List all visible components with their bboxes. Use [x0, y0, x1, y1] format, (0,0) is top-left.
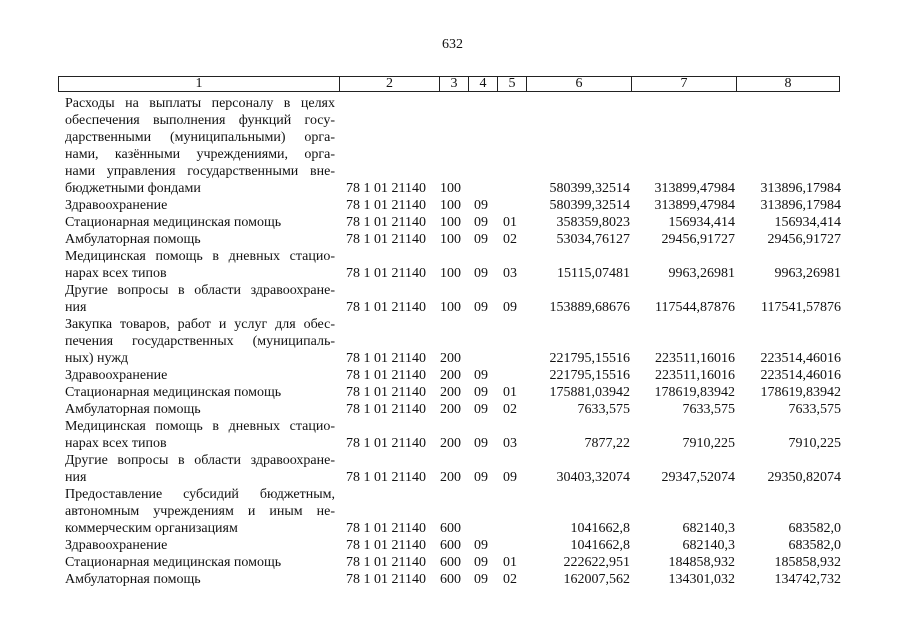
- row-description-line: бюджетными фондами: [65, 181, 201, 196]
- row-value-col8: 156934,414: [774, 215, 841, 230]
- row-section: 09: [474, 198, 488, 213]
- row-value-col8: 7910,225: [788, 436, 841, 451]
- row-value-col7: 223511,16016: [655, 368, 735, 383]
- row-code: 78 1 01 21140: [346, 181, 426, 196]
- row-code: 78 1 01 21140: [346, 555, 426, 570]
- table-row: [0, 299, 905, 316]
- row-description-line: Амбулаторная помощь: [65, 572, 201, 587]
- table-row: [0, 469, 905, 486]
- row-subsection: 01: [503, 555, 517, 570]
- header-col-8: 8: [736, 77, 839, 91]
- row-value-col6: 1041662,8: [570, 521, 630, 536]
- table-row: [0, 197, 905, 214]
- row-section: 09: [474, 215, 488, 230]
- table-row: [0, 384, 905, 401]
- row-description-line: нарах всех типов: [65, 436, 167, 451]
- table-row: [0, 214, 905, 231]
- row-value-col6: 15115,07481: [557, 266, 630, 281]
- row-description-line: ния: [65, 470, 87, 485]
- row-code: 78 1 01 21140: [346, 521, 426, 536]
- row-expense-type: 200: [440, 385, 461, 400]
- row-value-col8: 134742,732: [774, 572, 841, 587]
- row-expense-type: 600: [440, 521, 461, 536]
- row-value-col6: 153889,68676: [549, 300, 630, 315]
- table-row: [0, 401, 905, 418]
- row-value-col7: 223511,16016: [655, 351, 735, 366]
- table-row: [0, 180, 905, 197]
- row-subsection: 01: [503, 385, 517, 400]
- table-row: [0, 554, 905, 571]
- row-description-line: Здравоохранение: [65, 198, 168, 213]
- row-section: 09: [474, 368, 488, 383]
- row-description-line: ния: [65, 300, 87, 315]
- row-section: 09: [474, 232, 488, 247]
- row-code: 78 1 01 21140: [346, 436, 426, 451]
- row-expense-type: 200: [440, 402, 461, 417]
- row-description-line: дарственными (муниципальными) орга-: [65, 130, 335, 145]
- row-expense-type: 600: [440, 555, 461, 570]
- row-section: 09: [474, 385, 488, 400]
- row-value-col8: 313896,17984: [760, 198, 841, 213]
- row-value-col8: 178619,83942: [760, 385, 841, 400]
- row-expense-type: 200: [440, 368, 461, 383]
- row-subsection: 03: [503, 266, 517, 281]
- row-description-line: ных) нужд: [65, 351, 129, 366]
- row-value-col6: 53034,76127: [556, 232, 630, 247]
- row-value-col6: 1041662,8: [570, 538, 630, 553]
- row-subsection: 09: [503, 300, 517, 315]
- row-description-line: Стационарная медицинская помощь: [65, 215, 282, 230]
- row-expense-type: 100: [440, 198, 461, 213]
- row-value-col7: 682140,3: [682, 538, 735, 553]
- row-code: 78 1 01 21140: [346, 215, 426, 230]
- row-value-col7: 7633,575: [682, 402, 735, 417]
- row-subsection: 02: [503, 572, 517, 587]
- row-description-line: Здравоохранение: [65, 368, 168, 383]
- row-expense-type: 100: [440, 266, 461, 281]
- row-description-line: Здравоохранение: [65, 538, 168, 553]
- row-description-line: Другие вопросы в области здравоохране-: [65, 283, 335, 298]
- row-value-col6: 162007,562: [563, 572, 630, 587]
- page-number: 632: [442, 37, 463, 52]
- row-description-line: Медицинская помощь в дневных стацио-: [65, 249, 335, 264]
- row-section: 09: [474, 436, 488, 451]
- row-value-col7: 7910,225: [682, 436, 735, 451]
- row-description-line: Стационарная медицинская помощь: [65, 385, 282, 400]
- row-code: 78 1 01 21140: [346, 385, 426, 400]
- row-expense-type: 200: [440, 436, 461, 451]
- row-description-line: нарах всех типов: [65, 266, 167, 281]
- header-col-3: 3: [439, 77, 468, 91]
- row-value-col8: 313896,17984: [760, 181, 841, 196]
- row-section: 09: [474, 266, 488, 281]
- row-expense-type: 100: [440, 300, 461, 315]
- table-row: [0, 231, 905, 248]
- header-col-2: 2: [339, 77, 439, 91]
- row-expense-type: 100: [440, 181, 461, 196]
- row-code: 78 1 01 21140: [346, 232, 426, 247]
- row-description-line: нами управления государственными вне-: [65, 164, 335, 179]
- row-code: 78 1 01 21140: [346, 351, 426, 366]
- row-value-col6: 221795,15516: [549, 351, 630, 366]
- table-row: [0, 435, 905, 452]
- row-value-col6: 222622,951: [563, 555, 630, 570]
- row-value-col7: 156934,414: [668, 215, 735, 230]
- row-description-line: печения государственных (муниципаль-: [65, 334, 335, 349]
- header-col-1: 1: [195, 76, 203, 91]
- row-code: 78 1 01 21140: [346, 572, 426, 587]
- header-col-4: 4: [468, 77, 497, 91]
- row-value-col6: 7633,575: [577, 402, 630, 417]
- row-description-line: Медицинская помощь в дневных стацио-: [65, 419, 335, 434]
- row-section: 09: [474, 555, 488, 570]
- row-subsection: 01: [503, 215, 517, 230]
- row-subsection: 02: [503, 232, 517, 247]
- row-value-col7: 29347,52074: [661, 470, 735, 485]
- row-value-col7: 178619,83942: [654, 385, 735, 400]
- row-value-col6: 175881,03942: [549, 385, 630, 400]
- row-value-col8: 223514,46016: [760, 351, 841, 366]
- row-expense-type: 200: [440, 351, 461, 366]
- table-row: [0, 367, 905, 384]
- row-expense-type: 100: [440, 232, 461, 247]
- table-row: [0, 520, 905, 537]
- row-value-col8: 9963,26981: [774, 266, 841, 281]
- row-code: 78 1 01 21140: [346, 266, 426, 281]
- header-col-6: 6: [526, 77, 631, 91]
- row-code: 78 1 01 21140: [346, 368, 426, 383]
- row-value-col7: 313899,47984: [654, 198, 735, 213]
- row-value-col6: 580399,32514: [549, 198, 630, 213]
- row-code: 78 1 01 21140: [346, 470, 426, 485]
- row-description-line: коммерческим организациям: [65, 521, 238, 536]
- row-expense-type: 100: [440, 215, 461, 230]
- row-value-col7: 682140,3: [682, 521, 735, 536]
- row-description-line: Закупка товаров, работ и услуг для обес-: [65, 317, 335, 332]
- row-description-line: Другие вопросы в области здравоохране-: [65, 453, 335, 468]
- row-value-col8: 117541,57876: [761, 300, 841, 315]
- row-section: 09: [474, 402, 488, 417]
- row-code: 78 1 01 21140: [346, 198, 426, 213]
- table-row: [0, 265, 905, 282]
- row-description-line: Стационарная медицинская помощь: [65, 555, 282, 570]
- row-code: 78 1 01 21140: [346, 300, 426, 315]
- row-value-col6: 221795,15516: [549, 368, 630, 383]
- row-section: 09: [474, 538, 488, 553]
- row-value-col8: 7633,575: [788, 402, 841, 417]
- row-expense-type: 600: [440, 572, 461, 587]
- table-row: [0, 571, 905, 588]
- row-value-col8: 683582,0: [788, 538, 841, 553]
- row-value-col6: 30403,32074: [556, 470, 630, 485]
- table-row: [0, 537, 905, 554]
- row-description-line: обеспечения выполнения функций госу-: [65, 113, 335, 128]
- row-section: 09: [474, 572, 488, 587]
- row-value-col6: 580399,32514: [549, 181, 630, 196]
- row-description-line: Расходы на выплаты персоналу в целях: [65, 96, 335, 111]
- row-value-col7: 313899,47984: [654, 181, 735, 196]
- row-value-col8: 683582,0: [788, 521, 841, 536]
- table-row: [0, 350, 905, 367]
- row-value-col6: 7877,22: [584, 436, 630, 451]
- header-col-5: 5: [497, 77, 526, 91]
- row-description-line: автономным учреждениям и иным не-: [65, 504, 335, 519]
- header-col-7: 7: [631, 77, 736, 91]
- row-code: 78 1 01 21140: [346, 402, 426, 417]
- row-value-col7: 134301,032: [668, 572, 735, 587]
- row-expense-type: 200: [440, 470, 461, 485]
- row-value-col7: 29456,91727: [661, 232, 735, 247]
- row-value-col7: 184858,932: [668, 555, 735, 570]
- row-value-col8: 29456,91727: [767, 232, 841, 247]
- table-header: [58, 76, 840, 92]
- row-value-col8: 29350,82074: [767, 470, 841, 485]
- row-expense-type: 600: [440, 538, 461, 553]
- row-subsection: 02: [503, 402, 517, 417]
- row-description-line: Амбулаторная помощь: [65, 232, 201, 247]
- row-description-line: нами, казёнными учреждениями, орга-: [65, 147, 335, 162]
- row-value-col6: 358359,8023: [556, 215, 630, 230]
- row-value-col7: 9963,26981: [668, 266, 735, 281]
- row-subsection: 09: [503, 470, 517, 485]
- row-description-line: Амбулаторная помощь: [65, 402, 201, 417]
- row-section: 09: [474, 300, 488, 315]
- row-value-col8: 223514,46016: [760, 368, 841, 383]
- row-description-line: Предоставление субсидий бюджетным,: [65, 487, 335, 502]
- row-subsection: 03: [503, 436, 517, 451]
- row-section: 09: [474, 470, 488, 485]
- row-value-col7: 117544,87876: [655, 300, 735, 315]
- row-value-col8: 185858,932: [774, 555, 841, 570]
- row-code: 78 1 01 21140: [346, 538, 426, 553]
